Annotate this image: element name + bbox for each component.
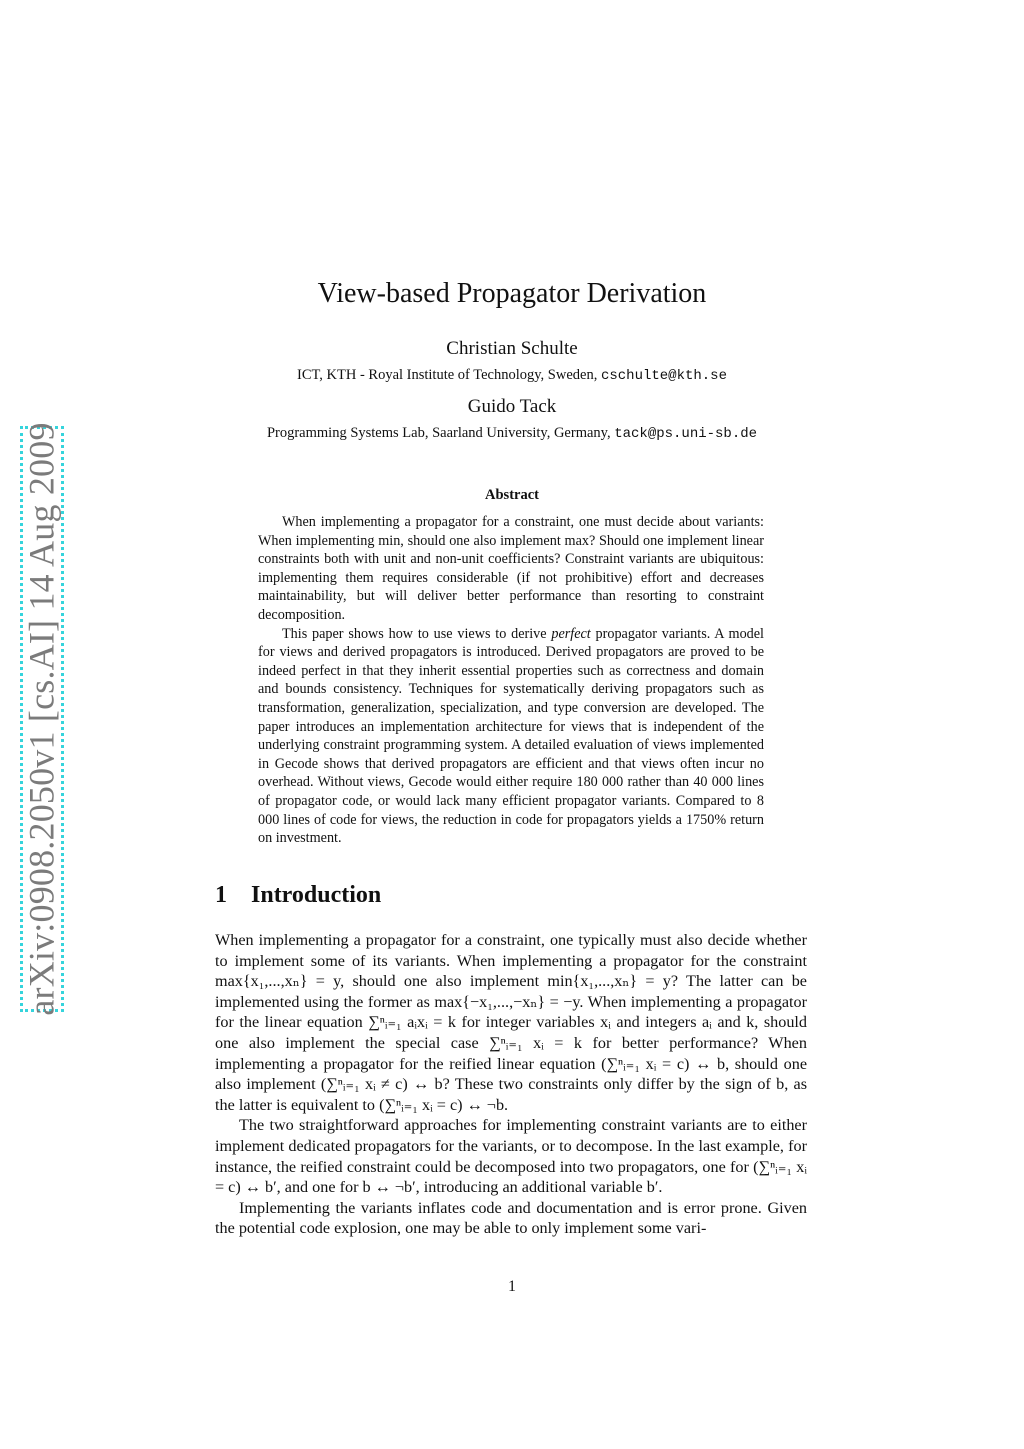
abstract-heading: Abstract (485, 487, 539, 503)
author-email: cschulte@kth.se (600, 368, 727, 384)
body-paragraph: Implementing the variants inflates code and documentation and is error prone. Given the potential code explosion, one may be able to only implement some vari- (215, 1198, 807, 1238)
author-affiliation: Programming Systems Lab, Saarland University, Germany, tack@ps.uni-sb.de (266, 425, 758, 442)
author-email: tack@ps.uni-sb.de (614, 426, 758, 442)
abstract-paragraph: This paper shows how to use views to derive perfect propagator variants. A model for views and derived propagators is introduced. Derived propagators are proved to be indeed perfect in that they inherit essential properties such as correctness and domain and bounds consistency. Techniques for systematically deriving propagators such as transformation, generalization, specialization, and type conversion are developed. The paper introduces an implementation architecture for views that is independent of the underlying constraint programming system. A detailed evaluation of views implemented in Gecode shows that derived propagators are efficient and that views often incur no overhead. Without views, Gecode would either require 180 000 rather than 40 000 lines of propagator code, or would lack many efficient propagator variants. Compared to 8 000 lines of code for views, the reduction in code for propagators yields a 1750% return on investment. (258, 625, 764, 847)
body-paragraph: When implementing a propagator for a constraint, one typically must also decide whether to implement some of its variants. When implementing a propagator for the constraint max{x₁,...,xₙ} = y, should one also implement min{x₁,...,xₙ} = y? The latter can be implemented using the former as max{−x₁,...,−xₙ} = −y. When implementing a propagator for the linear equation ∑ⁿᵢ₌₁ aᵢxᵢ = k for integer variables xᵢ and integers aᵢ and k, should one also implement the special case ∑ⁿᵢ₌₁ xᵢ = k for better performance? When implementing a propagator for the reified linear equation (∑ⁿᵢ₌₁ xᵢ = c) ↔ b, should one also implement (∑ⁿᵢ₌₁ xᵢ ≠ c) ↔ b? These two constraints only differ by the sign of b, as the latter is equivalent to (∑ⁿᵢ₌₁ xᵢ = c) ↔ ¬b. (215, 931, 808, 1114)
abstract-paragraph: When implementing a propagator for a constraint, one must decide about variants: When implementing min, should one also implement max? Should one implement linear constraints both with unit and non-unit coefficients? Constraint variants are ubiquitous: implementing them requires considerable (if not prohibitive) effort and decreases maintainability, but will deliver better performance than resorting to constraint decomposition. (258, 514, 764, 623)
section-heading: 1 Introduction (215, 882, 382, 908)
author-name: Christian Schulte (446, 338, 578, 359)
body-paragraph: The two straightforward approaches for implementing constraint variants are to either implement dedicated propagators for the variants, or to decompose. In the last example, for instance, the reified constraint could be decomposed into two propagators, one for (∑ⁿᵢ₌₁ xᵢ = c) ↔ b′, and one for b ↔ ¬b′, introducing an additional variable b′. (215, 1116, 808, 1197)
arxiv-identifier: arXiv:0908.2050v1 [cs.AI] 14 Aug 2009 (22, 422, 62, 1016)
arxiv-sidebar-stamp (20, 422, 64, 1016)
page-number: 1 (508, 1278, 516, 1295)
paper-title: View-based Propagator Derivation (317, 278, 707, 309)
abstract-text (258, 513, 764, 848)
author-name: Guido Tack (467, 396, 557, 417)
author-affiliation: ICT, KTH - Royal Institute of Technology, Sweden, cschulte@kth.se (296, 367, 727, 384)
body-text (215, 930, 807, 1239)
